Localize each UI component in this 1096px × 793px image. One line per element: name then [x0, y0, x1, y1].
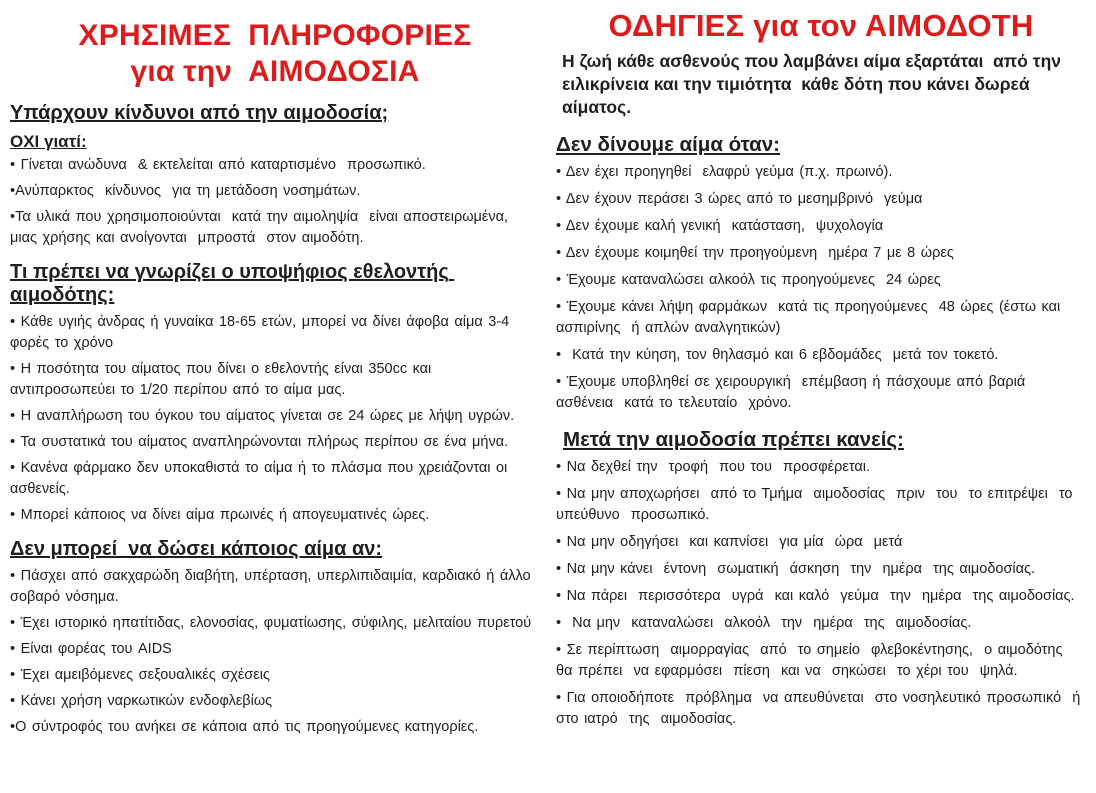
bullet-list-candidate-donor: [10, 312, 540, 526]
bullet-item: • Να μην αποχωρήσει από το Τμήμα αιμοδοσίας πριν του το επιτρέψει το υπεύθυνο προσωπικό.: [556, 486, 1078, 523]
left-page-title: [10, 18, 540, 90]
bullet-item: • Σε περίπτωση αιμορραγίας από το σημείο φλεβοκέντησης, ο αιμοδότης θα πρέπει να εφαρμόσει πίεση και να σηκώσει το χέρι του ψηλά.: [556, 642, 1074, 679]
bullet-item: • Έχει ιστορικό ηπατίτιδας, ελονοσίας, φυματίωσης, σύφιλης, μελιταίου πυρετού: [10, 615, 532, 631]
left-title-line1: ΧΡΗΣΙΜΕΣ ΠΛΗΡΟΦΟΡΙΕΣ: [78, 19, 472, 52]
bullet-list-risks: [10, 155, 540, 249]
bullet-item: • Κανένα φάρμακο δεν υποκαθιστά το αίμα ή το πλάσμα που χρειάζονται οι ασθενείς.: [10, 460, 513, 497]
left-column: [10, 6, 540, 793]
section-heading-risks: Υπάρχουν κίνδυνοι από την αιμοδοσία;: [10, 102, 389, 124]
bullet-list-cannot-donate: [10, 566, 540, 738]
bullet-item: •Ανύπαρκτος κίνδυνος για τη μετάδοση νοσημάτων.: [10, 183, 361, 199]
right-column: [556, 6, 1086, 793]
bullet-item: • Για οποιοδήποτε πρόβλημα να απευθύνεται στο νοσηλευτικό προσωπικό ή στο ιατρό της αιμοδοσίας.: [556, 690, 1086, 727]
bullet-item: • Να μην οδηγήσει και καπνίσει για μία ώρα μετά: [556, 534, 903, 550]
bullet-item: • Να μην καταναλώσει αλκοόλ την ημέρα της αιμοδοσίας.: [556, 615, 972, 631]
bullet-item: • Έχουμε καταναλώσει αλκοόλ τις προηγούμενες 24 ώρες: [556, 272, 941, 288]
bullet-item: • Έχει αμειβόμενες σεξουαλικές σχέσεις: [10, 667, 270, 683]
bullet-item: • Να πάρει περισσότερα υγρά και καλό γεύμα την ημέρα της αιμοδοσίας.: [556, 588, 1075, 604]
bullet-item: • Κατά την κύηση, τον θηλασμό και 6 εβδομάδες μετά τον τοκετό.: [556, 347, 999, 363]
subheading-no-because: ΟΧΙ γιατί:: [10, 132, 87, 151]
bullet-item: • Πάσχει από σακχαρώδη διαβήτη, υπέρταση, υπερλιπιδαιμία, καρδιακό ή άλλο σοβαρό νόσημα.: [10, 568, 537, 605]
section-heading-do-not-give-blood: Δεν δίνουμε αίμα όταν:: [556, 133, 781, 156]
bullet-item: • Έχουμε υποβληθεί σε χειρουργική επέμβαση ή πάσχουμε από βαριά ασθένεια κατά το τελευταίο χρόνο.: [556, 374, 1031, 411]
bullet-item: •Τα υλικά που χρησιμοποιούνται κατά την αιμοληψία είναι αποστειρωμένα, μιας χρήσης και ανοίγονται μπροστά στον αιμοδότη.: [10, 209, 520, 246]
section-heading-cannot-donate: Δεν μπορεί να δώσει κάποιος αίμα αν:: [10, 538, 383, 560]
bullet-item: •Ο σύντροφός του ανήκει σε κάποια από τις προηγούμενες κατηγορίες.: [10, 719, 479, 735]
bullet-item: • Μπορεί κάποιος να δίνει αίμα πρωινές ή απογευματινές ώρες.: [10, 507, 430, 523]
bullet-item: • Έχουμε κάνει λήψη φαρμάκων κατά τις προηγούμενες 48 ώρες (έστω και ασπιρίνης ή απλών αναλγητικών): [556, 299, 1066, 336]
bullet-list-do-not-give-blood: [556, 162, 1086, 414]
bullet-item: • Είναι φορέας του AIDS: [10, 641, 172, 657]
bullet-item: • Δεν έχουν περάσει 3 ώρες από το μεσημβρινό γεύμα: [556, 191, 923, 207]
bullet-item: • Τα συστατικά του αίματος αναπληρώνονται πλήρως περίπου σε ένα μήνα.: [10, 434, 509, 450]
section-heading-after-donation: Μετά την αιμοδοσία πρέπει κανείς:: [563, 428, 904, 451]
bullet-list-after-donation: [556, 457, 1086, 730]
section-heading-candidate-donor: Τι πρέπει να γνωρίζει ο υποψήφιος εθελοντής αιμοδότης:: [10, 261, 455, 306]
bullet-item: • Δεν έχουμε καλή γενική κατάσταση, ψυχολογία: [556, 218, 884, 234]
left-title-line2: για την ΑΙΜΟΔΟΣΙΑ: [130, 55, 420, 88]
bullet-item: • Κάνει χρήση ναρκωτικών ενδοφλεβίως: [10, 693, 273, 709]
bullet-item: • Δεν έχει προηγηθεί ελαφρύ γεύμα (π.χ. πρωινό).: [556, 164, 893, 180]
bullet-item: • Η αναπλήρωση του όγκου του αίματος γίνεται σε 24 ώρες με λήψη υγρών.: [10, 408, 515, 424]
bullet-item: • Η ποσότητα του αίματος που δίνει ο εθελοντής είναι 350cc και αντιπροσωπεύει το 1/20 περίπου από το αίμα μας.: [10, 361, 437, 398]
donor-intro-paragraph: Η ζωή κάθε ασθενούς που λαμβάνει αίμα εξαρτάται από την ειλικρίνεια και την τιμιότητα κάθε δότη που κάνει δωρεά αίματος.: [562, 51, 1066, 117]
right-page-title: ΟΔΗΓΙΕΣ για τον ΑΙΜΟΔΟΤΗ: [608, 8, 1034, 43]
bullet-item: • Γίνεται ανώδυνα & εκτελείται από καταρτισμένο προσωπικό.: [10, 157, 426, 173]
bullet-item: • Να μην κάνει έντονη σωματική άσκηση την ημέρα της αιμοδοσίας.: [556, 561, 1036, 577]
bullet-item: • Να δεχθεί την τροφή που του προσφέρεται.: [556, 459, 870, 475]
bullet-item: • Δεν έχουμε κοιμηθεί την προηγούμενη ημέρα 7 με 8 ώρες: [556, 245, 954, 261]
bullet-item: • Κάθε υγιής άνδρας ή γυναίκα 18-65 ετών, μπορεί να δίνει άφοβα αίμα 3-4 φορές το χρόνο: [10, 314, 515, 351]
